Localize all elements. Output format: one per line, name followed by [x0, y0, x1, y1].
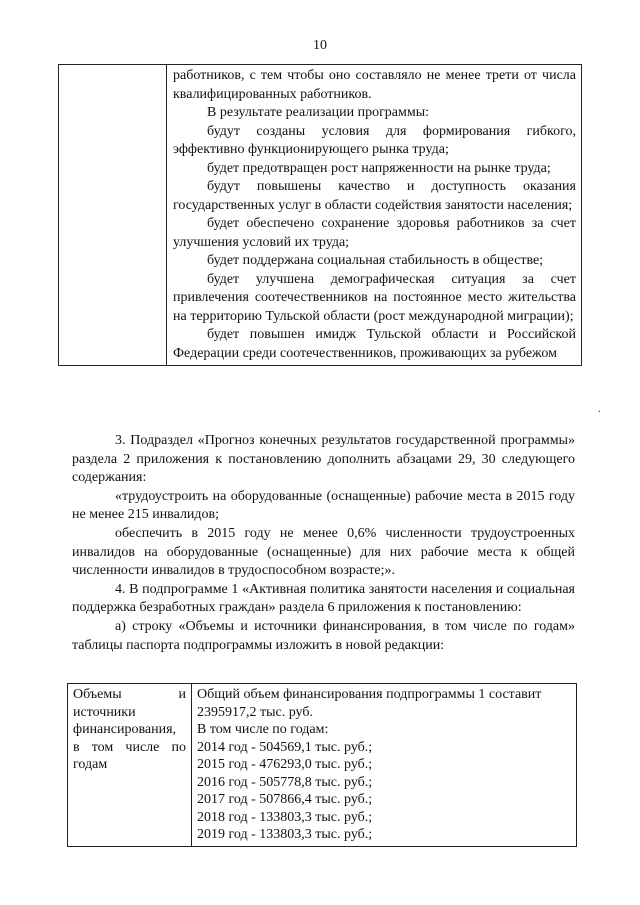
funding-year-line: 2015 год - 476293,0 тыс. руб.; [197, 757, 373, 772]
funding-label-cell: Объемы и источники финансирования, в том числе по годам [68, 684, 192, 847]
funding-years-heading: В том числе по годам: [197, 722, 329, 737]
paragraph: обеспечить в 2015 году не менее 0,6% численности трудоустроенных инвалидов на оборудованные (оснащенные) для них рабочие места к общей численности инвалидов в трудоспособном возрасте;». [72, 525, 575, 579]
paragraph: 3. Подраздел «Прогноз конечных результатов государственной программы» раздела 2 приложения к постановлению дополнить абзацами 29, 30 следующего содержания: [72, 433, 575, 486]
paragraph: а) строку «Объемы и источники финансирования, в том числе по годам» таблицы паспорта подпрограммы изложить в новой редакции: [72, 618, 575, 653]
paragraph: 4. В подпрограмме 1 «Активная политика занятости населения и социальная поддержка безработных граждан» раздела 6 приложения к постановлению: [72, 581, 575, 616]
results-table [58, 64, 582, 366]
body-text [72, 432, 575, 655]
stray-mark: . [598, 404, 601, 415]
funding-content-cell [192, 684, 577, 847]
results-table-label-cell [59, 65, 167, 366]
results-line: В результате реализации программы: [207, 105, 430, 120]
funding-table [67, 683, 577, 847]
results-table-content-cell [167, 65, 582, 366]
results-line: будет обеспечено сохранение здоровья работников за счет улучшения условий их труда; [173, 216, 576, 250]
results-line: будет повышен имидж Тульской области и Российской Федерации среди соотечественников, проживающих за рубежом [173, 327, 576, 361]
results-line: будет поддержана социальная стабильность в обществе; [207, 253, 544, 268]
funding-year-line: 2016 год - 505778,8 тыс. руб.; [197, 774, 373, 790]
funding-year-line: 2019 год - 133803,3 тыс. руб.; [197, 827, 373, 842]
funding-year-line: 2018 год - 133803,3 тыс. руб.; [197, 809, 373, 825]
results-line: будут созданы условия для формирования гибкого, эффективно функционирующего рынка труда; [173, 123, 576, 157]
funding-total: Общий объем финансирования подпрограммы 1 составит 2395917,2 тыс. руб. [197, 687, 542, 720]
results-line: будут повышены качество и доступность оказания государственных услуг в области содействия занятости населения; [173, 179, 576, 213]
results-line: будет предотвращен рост напряженности на рынке труда; [207, 160, 551, 176]
paragraph: «трудоустроить на оборудованные (оснащенные) рабочие места в 2015 году не менее 215 инвалидов; [72, 488, 575, 523]
funding-year-line: 2014 год - 504569,1 тыс. руб.; [197, 739, 373, 755]
funding-year-line: 2017 год - 507866,4 тыс. руб.; [197, 792, 373, 807]
page-number: 10 [313, 38, 327, 53]
results-line: работников, с тем чтобы оно составляло не менее трети от числа квалифицированных работников. [173, 68, 576, 102]
results-line: будет улучшена демографическая ситуация за счет привлечения соотечественников на постоянное место жительства на территорию Тульской области (рост международной миграции); [173, 271, 576, 324]
